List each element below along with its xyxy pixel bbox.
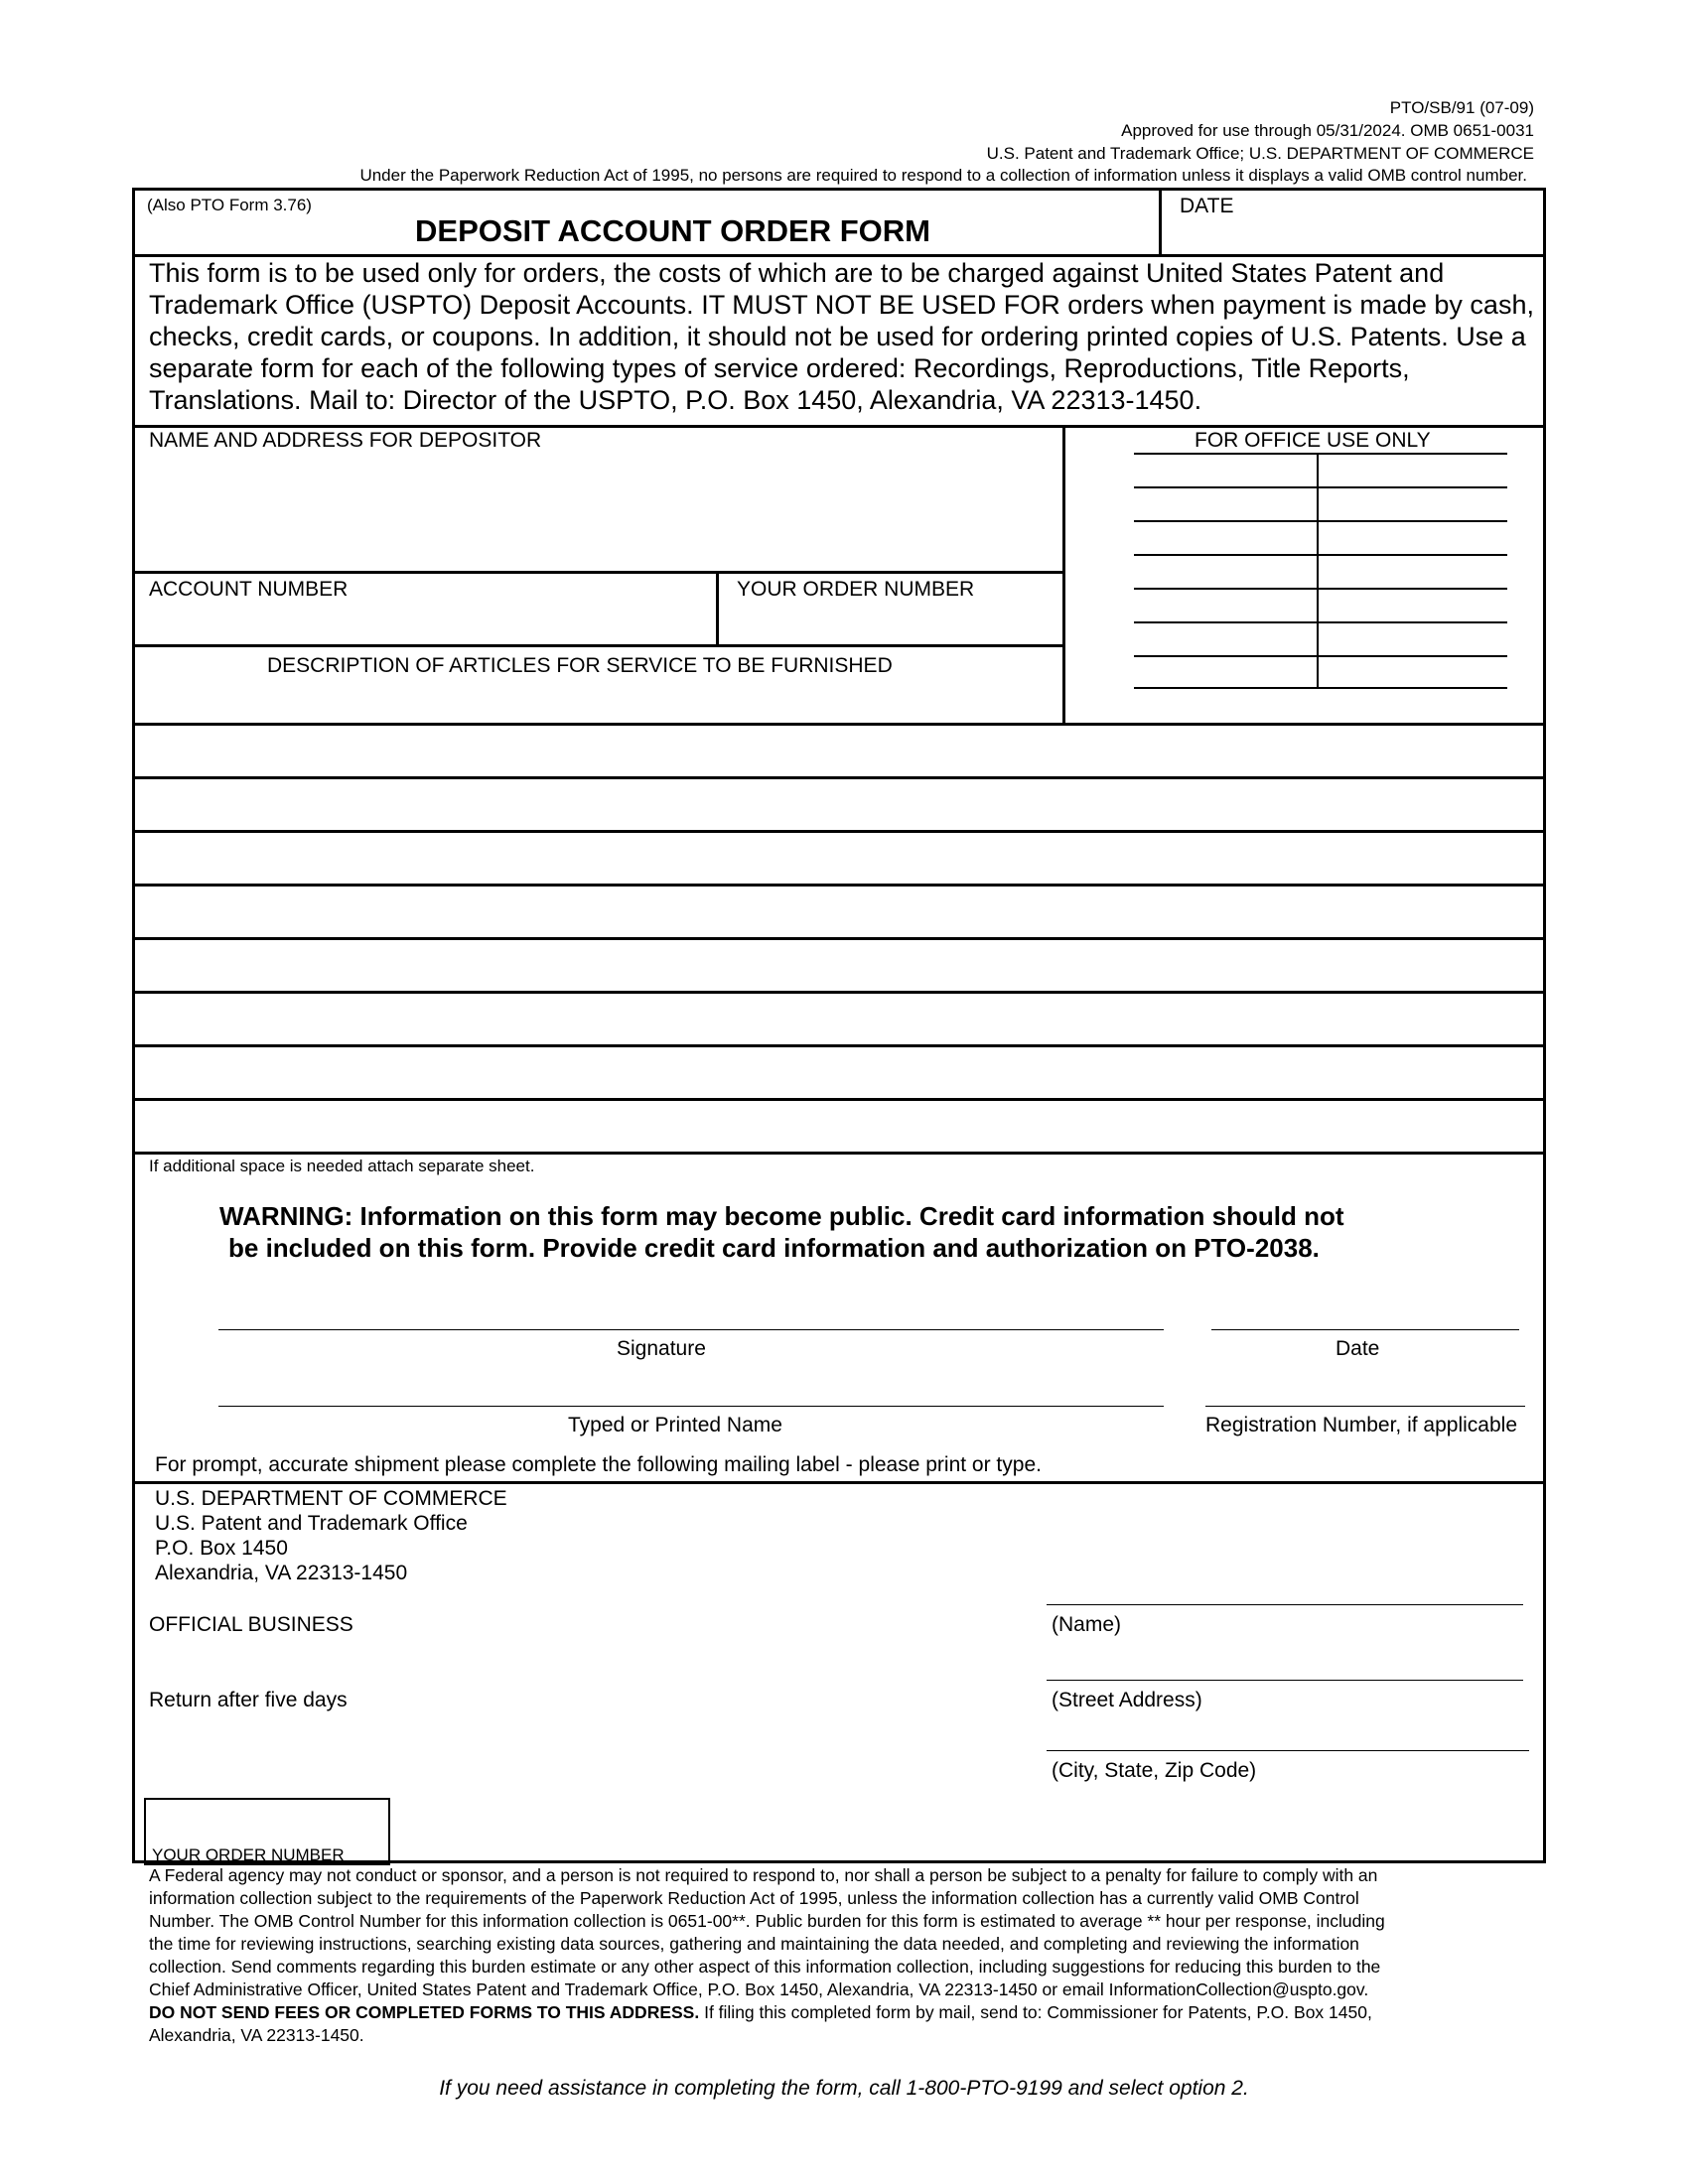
description-row-2[interactable]	[139, 781, 1539, 829]
date-label: DATE	[1180, 195, 1234, 217]
filing-text: If filing this completed form by mail, send to: Commissioner for Patents, P.O. Box 1450,	[699, 2002, 1372, 2022]
mailing-city: Alexandria, VA 22313-1450	[155, 1562, 408, 1584]
intro-text: This form is to be used only for orders, the costs of which are to be charged against United States Patent and Trademark Office (USPTO) Deposit Accounts. IT MUST NOT BE USED FOR orders when payment is made by cash, checks, credit cards, or coupons. In addition, it should not be used for ordering printed copies of U.S. Patents. Use a separate form for each of the following types of service ordered: Recordings, Reproductions, Title Reports, Translations. Mail to: Director of the USPTO, P.O. Box 1450, Alexandria, VA 22313-1450.	[149, 258, 1534, 415]
name-label: (Name)	[1052, 1613, 1122, 1636]
paperwork-notice: Under the Paperwork Reduction Act of 1995, no persons are required to respond to a collection of information unless it displays a valid OMB control number.	[359, 166, 1527, 185]
your-order-number-label: YOUR ORDER NUMBER	[737, 578, 975, 601]
row-line	[135, 884, 1543, 887]
filing-line	[149, 2001, 1559, 2024]
description-row-3[interactable]	[139, 835, 1539, 883]
row-line	[135, 830, 1543, 833]
office-line	[1134, 621, 1507, 623]
registration-line[interactable]	[1205, 1406, 1525, 1407]
office-divider	[1062, 425, 1065, 723]
office-line	[1134, 588, 1507, 590]
burden-line: information collection subject to the requirements of the Paperwork Reduction Act of 1995, unless the information collection has a currently valid OMB Control	[149, 1888, 1359, 1908]
burden-line: Chief Administrative Officer, United States Patent and Trademark Office, P.O. Box 1450, Alexandria, VA 22313-1450 or email InformationCollection@uspto.gov.	[149, 1979, 1369, 1999]
typed-name-line[interactable]	[218, 1406, 1164, 1407]
office-use-label: FOR OFFICE USE ONLY	[1195, 429, 1431, 452]
divider	[135, 571, 1062, 574]
mailing-office: U.S. Patent and Trademark Office	[155, 1512, 468, 1535]
warning-line-2: be included on this form. Provide credit card information and authorization on PTO-2038.	[228, 1233, 1320, 1263]
date-line[interactable]	[1211, 1329, 1519, 1330]
description-row-6[interactable]	[139, 996, 1539, 1043]
burden-line: Number. The OMB Control Number for this information collection is 0651-00**. Public burden for this form is estimated to average ** hour per response, including	[149, 1911, 1385, 1931]
name-line[interactable]	[1047, 1604, 1523, 1605]
account-number-field[interactable]	[139, 602, 710, 639]
signature-label: Signature	[617, 1337, 706, 1360]
filing-city: Alexandria, VA 22313-1450.	[149, 2025, 364, 2045]
street-label: (Street Address)	[1052, 1689, 1202, 1711]
burden-statement	[149, 1864, 1559, 2047]
office-line	[1134, 655, 1507, 657]
date2-label: Date	[1336, 1337, 1380, 1360]
signature-line[interactable]	[218, 1329, 1164, 1330]
burden-line: A Federal agency may not conduct or sponsor, and a person is not required to respond to, nor shall a person be subject to a penalty for failure to comply with an	[149, 1865, 1378, 1885]
order-number-box[interactable]	[144, 1798, 390, 1865]
agency-text: U.S. Patent and Trademark Office; U.S. DEPARTMENT OF COMMERCE	[986, 144, 1534, 163]
title-divider	[1159, 191, 1162, 254]
warning-line-1: WARNING: Information on this form may become public. Credit card information should not	[219, 1201, 1344, 1231]
office-line	[1134, 687, 1507, 689]
city-line[interactable]	[1047, 1750, 1529, 1751]
office-line	[1134, 520, 1507, 522]
order-box-label: YOUR ORDER NUMBER	[152, 1845, 345, 1864]
street-line[interactable]	[1047, 1680, 1523, 1681]
office-line	[1134, 486, 1507, 488]
approval-text: Approved for use through 05/31/2024. OMB 0651-0031	[1121, 121, 1534, 140]
description-row-4[interactable]	[139, 888, 1539, 936]
assistance-note: If you need assistance in completing the form, call 1-800-PTO-9199 and select option 2.	[439, 2077, 1249, 2100]
divider	[135, 644, 1062, 647]
description-row-1[interactable]	[139, 728, 1539, 775]
form-id: PTO/SB/91 (07-09)	[1389, 98, 1534, 117]
row-line	[135, 1044, 1543, 1047]
row-line	[135, 937, 1543, 940]
name-address-label: NAME AND ADDRESS FOR DEPOSITOR	[149, 429, 542, 452]
also-form-label: (Also PTO Form 3.76)	[147, 196, 312, 214]
row-line	[135, 1098, 1543, 1101]
burden-line: the time for reviewing instructions, searching existing data sources, gathering and maintaining the data needed, and completing and reviewing the information	[149, 1934, 1359, 1954]
office-line	[1134, 453, 1507, 455]
description-row-7[interactable]	[139, 1049, 1539, 1097]
mailing-dept: U.S. DEPARTMENT OF COMMERCE	[155, 1487, 507, 1510]
your-order-number-field[interactable]	[723, 602, 1058, 639]
divider	[135, 425, 1543, 428]
registration-label: Registration Number, if applicable	[1205, 1414, 1517, 1436]
additional-space-note: If additional space is needed attach separate sheet.	[149, 1157, 535, 1175]
row-line	[135, 1152, 1543, 1155]
do-not-send: DO NOT SEND FEES OR COMPLETED FORMS TO THIS ADDRESS.	[149, 2002, 700, 2022]
row-line	[135, 776, 1543, 779]
description-row-5[interactable]	[139, 942, 1539, 990]
divider	[135, 723, 1543, 726]
mailing-prompt: For prompt, accurate shipment please complete the following mailing label - please print or type.	[155, 1453, 1042, 1476]
office-line	[1134, 554, 1507, 556]
order-form	[132, 188, 1546, 1863]
burden-line: collection. Send comments regarding this burden estimate or any other aspect of this information collection, including suggestions for reducing this burden to the	[149, 1957, 1381, 1977]
typed-name-label: Typed or Printed Name	[568, 1414, 782, 1436]
city-label: (City, State, Zip Code)	[1052, 1759, 1257, 1782]
official-business: OFFICIAL BUSINESS	[149, 1613, 353, 1636]
divider	[135, 1481, 1543, 1484]
row-line	[135, 991, 1543, 994]
office-column-divider	[1317, 453, 1319, 687]
date-field[interactable]	[1164, 220, 1541, 252]
mailing-po-box: P.O. Box 1450	[155, 1537, 288, 1560]
form-title: DEPOSIT ACCOUNT ORDER FORM	[415, 213, 930, 248]
name-address-field[interactable]	[139, 455, 1053, 566]
return-note: Return after five days	[149, 1689, 348, 1711]
account-divider	[716, 571, 719, 644]
description-label: DESCRIPTION OF ARTICLES FOR SERVICE TO BE FURNISHED	[267, 654, 893, 677]
account-number-label: ACCOUNT NUMBER	[149, 578, 349, 601]
